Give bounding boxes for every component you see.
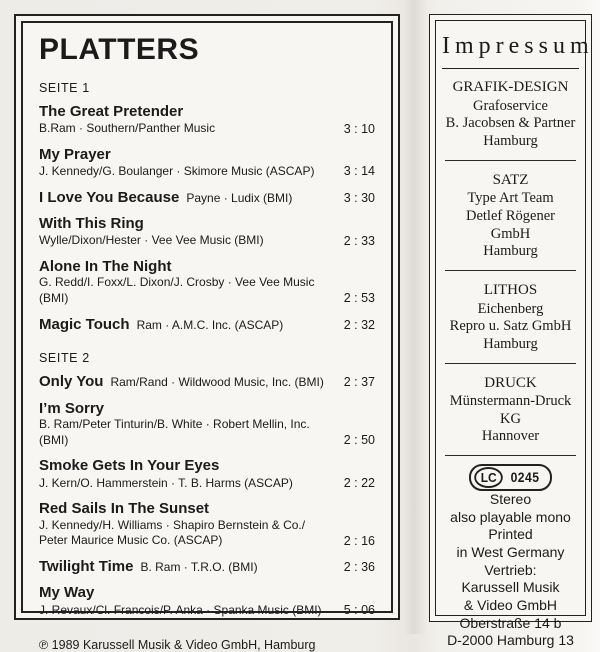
track-title: My Prayer <box>39 145 111 163</box>
stereo-line: Printed <box>488 526 533 543</box>
track-time: 2 : 37 <box>343 375 375 390</box>
side-section <box>39 351 375 618</box>
track-credits <box>39 275 344 306</box>
impressum-inner-frame <box>435 20 594 649</box>
track-time: 3 : 14 <box>343 164 375 179</box>
impressum-section-line: Eichenberg <box>477 300 544 317</box>
vertrieb-block <box>447 562 574 650</box>
label-code-badge <box>469 464 552 491</box>
track-credits <box>39 603 344 619</box>
track-time: 2 : 50 <box>343 433 375 448</box>
track-credits <box>39 233 344 249</box>
track-row <box>39 501 375 549</box>
impressum-section-heading: GRAFIK-DESIGN <box>452 79 569 96</box>
track-row <box>39 374 375 391</box>
impressum-section-line: Hamburg <box>483 335 538 352</box>
track-credits <box>110 375 343 391</box>
stereo-line: in West Germany <box>456 544 565 560</box>
track-credits <box>137 318 344 334</box>
track-credits <box>140 560 343 576</box>
impressum-section-line: Münstermann-Druck KG <box>449 393 572 427</box>
track-row <box>39 259 375 307</box>
track-title: The Great Pretender <box>39 103 184 120</box>
track-credits <box>39 417 344 448</box>
impressum-section-line: Type Art Team <box>467 190 554 207</box>
track-credits-line: B. Ram/Peter Tinturin/B. White · Robert Mellin, Inc. (BMI) <box>39 417 310 447</box>
stereo-line: also playable mono <box>450 508 571 525</box>
track-credits-line: G. Redd/I. Foxx/L. Dixon/J. Crosby · Vee Vee Music (BMI) <box>39 275 315 305</box>
track-row <box>39 317 375 334</box>
track-credits-line: Ram · A.M.C. Inc. (ASCAP) <box>136 317 284 332</box>
track-title: Magic Touch <box>39 315 130 333</box>
track-credits-line: J. Kern/O. Hammerstein · T. B. Harms (ASCAP) <box>39 475 293 490</box>
vertrieb-line: D-2000 Hamburg 13 <box>447 632 574 649</box>
track-time: 2 : 33 <box>343 233 375 248</box>
album-title: PLATTERS <box>39 33 200 66</box>
impressum-section-line: Hannover <box>481 428 540 445</box>
track-time: 2 : 16 <box>343 533 375 548</box>
fold-shadow <box>404 0 426 634</box>
impressum-section-heading: DRUCK <box>484 374 537 391</box>
track-list <box>39 374 375 618</box>
track-title: I’m Sorry <box>39 399 105 417</box>
track-credits-line: Payne · Ludix (BMI) <box>186 190 293 205</box>
side-label: SEITE 1 <box>39 81 90 95</box>
track-credits <box>39 164 344 180</box>
track-time: 3 : 30 <box>343 190 375 205</box>
track-credits-line: Wylle/Dixon/Hester · Vee Vee Music (BMI) <box>39 233 264 248</box>
track-credits-line: J. Revaux/Cl. Francois/P. Anka · Spanka Music (BMI) <box>39 602 322 617</box>
track-title: My Way <box>39 584 95 602</box>
track-credits-line: B.Ram · Southern/Panther Music <box>39 121 216 136</box>
track-row <box>39 458 375 491</box>
track-title: With This Ring <box>39 215 144 233</box>
vertrieb-line: Oberstraße 14 b <box>459 614 562 631</box>
track-credits <box>39 476 344 492</box>
track-credits-line: B. Ram · T.R.O. (BMI) <box>140 559 258 574</box>
track-title: Alone In The Night <box>39 257 172 275</box>
stereo-block <box>450 491 571 562</box>
track-credits-line: J. Kennedy/G. Boulanger · Skimore Music (ASCAP) <box>39 163 315 178</box>
impressum-section-heading: LITHOS <box>483 282 538 298</box>
vertrieb-line: Vertrieb: <box>484 561 537 578</box>
impressum-section <box>445 279 577 364</box>
track-title: Twilight Time <box>39 557 134 575</box>
impressum-section <box>445 372 577 457</box>
track-title: Smoke Gets In Your Eyes <box>39 457 220 475</box>
vertrieb-line: & Video GmbH <box>463 596 558 613</box>
impressum-section-line: Grafoservice <box>473 97 548 114</box>
track-row <box>39 585 375 618</box>
impressum-section-heading: SATZ <box>492 171 529 188</box>
side-section <box>39 81 375 333</box>
track-row <box>39 216 375 249</box>
impressum-section <box>445 76 577 161</box>
track-row <box>39 401 375 449</box>
track-title: Only You <box>39 373 104 391</box>
track-list <box>39 104 375 333</box>
stereo-line: Stereo <box>489 491 532 508</box>
tracklist-inner-frame <box>21 21 393 652</box>
impressum-section-line: Repro u. Satz GmbH <box>449 318 572 335</box>
track-time: 2 : 53 <box>343 291 375 306</box>
track-row <box>39 147 375 180</box>
track-time: 2 : 22 <box>343 475 375 490</box>
track-credits-line: J. Kennedy/H. Williams · Shapiro Bernstein & Co./ <box>39 517 306 532</box>
track-time: 2 : 36 <box>343 559 375 574</box>
vertrieb-line: Karussell Musik <box>461 579 560 596</box>
tracklist-panel <box>14 14 400 652</box>
label-code-number: 0245 <box>510 470 540 486</box>
impressum-section-line: Hamburg <box>483 243 538 260</box>
track-credits-line: Ram/Rand · Wildwood Music, Inc. (BMI) <box>110 375 324 390</box>
track-title: I Love You Because <box>39 188 180 206</box>
track-row <box>39 559 375 576</box>
sides <box>39 81 375 628</box>
impressum-section <box>445 169 577 271</box>
track-time: 5 : 06 <box>343 602 375 617</box>
label-code-prefix: LC <box>474 467 503 488</box>
track-credits-line: Peter Maurice Music Co. (ASCAP) <box>39 533 223 548</box>
track-credits <box>39 121 344 137</box>
track-credits <box>39 518 344 549</box>
copyright-footer: ℗ 1989 Karussell Musik & Video GmbH, Hamburg <box>39 638 316 652</box>
track-title: Red Sails In The Sunset <box>39 500 210 518</box>
side-label: SEITE 2 <box>39 351 90 366</box>
track-time: 3 : 10 <box>343 121 375 136</box>
track-row <box>39 190 375 207</box>
track-row <box>39 104 375 137</box>
impressum-title: Impressum <box>442 27 579 69</box>
track-credits <box>186 191 343 207</box>
impressum-panel <box>429 14 594 649</box>
track-time: 2 : 32 <box>343 317 375 332</box>
impressum-section-line: Detlef Rögener GmbH <box>466 207 555 242</box>
impressum-section-line: Hamburg <box>483 133 538 150</box>
impressum-section-line: B. Jacobsen & Partner <box>445 115 576 132</box>
impressum-sections <box>442 76 579 464</box>
